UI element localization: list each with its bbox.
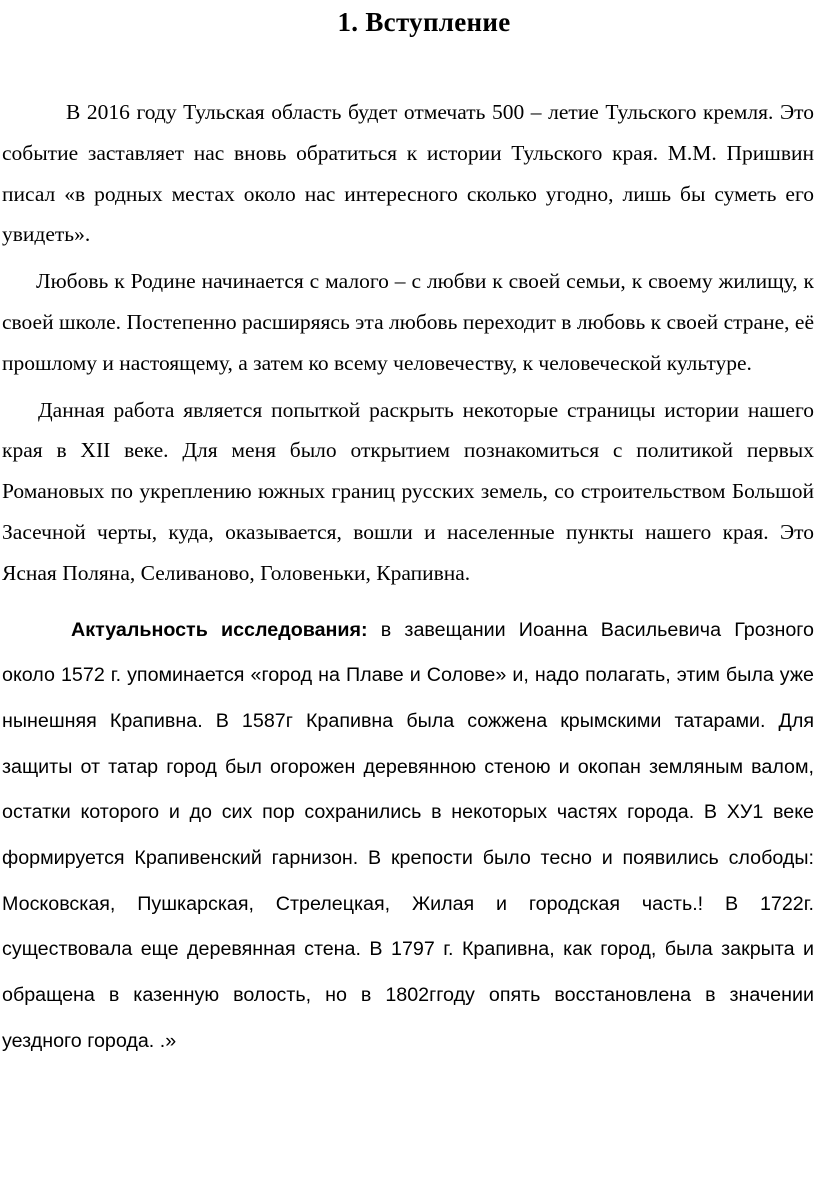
paragraph-work-purpose: Данная работа является попыткой раскрыть некоторые страницы истории нашего края в XII веке. Для меня было открытием познакомиться с политикой первых Романовых по укреплению южных границ русских земель, со строительством Большой Засечной черты, куда, оказывается, вошли и населенные пункты нашего края. Это Ясная Поляна, Селиваново, Головеньки, Крапивна. — [2, 397, 814, 585]
paragraph-intro: В 2016 году Тульская область будет отмечать 500 – летие Тульского кремля. Это событие заставляет нас вновь обратиться к истории Тульского края. М.М. Пришвин писал «в родных местах около нас интересного сколько угодно, лишь бы суметь его увидеть». — [2, 100, 814, 247]
paragraph-relevance — [2, 608, 814, 1065]
relevance-text: в завещании Иоанна Васильевича Грозного около 1572 г. упоминается «город на Плаве и Солове» и, надо полагать, этим была уже нынешняя Крапивна. В 1587г Крапивна была сожжена крымскими татарами. Для защиты от татар город был огорожен деревянною стеною и окопан земляным валом, остатки которого и до сих пор сохранились в некоторых частях города. В ХУ1 веке формируется Крапивенский гарнизон. В крепости было тесно и появились слободы: Московская, Пушкарская, Стрелецкая, Жилая и городская часть.! В 1722г. существовала еще деревянная стена. В 1797 г. Крапивна, как город, была закрыта и обращена в казенную волость, но в 1802ггоду опять восстановлена в значении уездного города. .» — [2, 618, 814, 1052]
relevance-label: Актуальность исследования: — [71, 618, 368, 641]
paragraph-love-of-homeland: Любовь к Родине начинается с малого – с любви к своей семьи, к своему жилищу, к своей школе. Постепенно расширяясь эта любовь переходит в любовь к своей стране, её прошлому и настоящему, а затем ко всему человечеству, к человеческой культуре. — [2, 269, 814, 375]
page-title: 1. Вступление — [337, 7, 511, 37]
